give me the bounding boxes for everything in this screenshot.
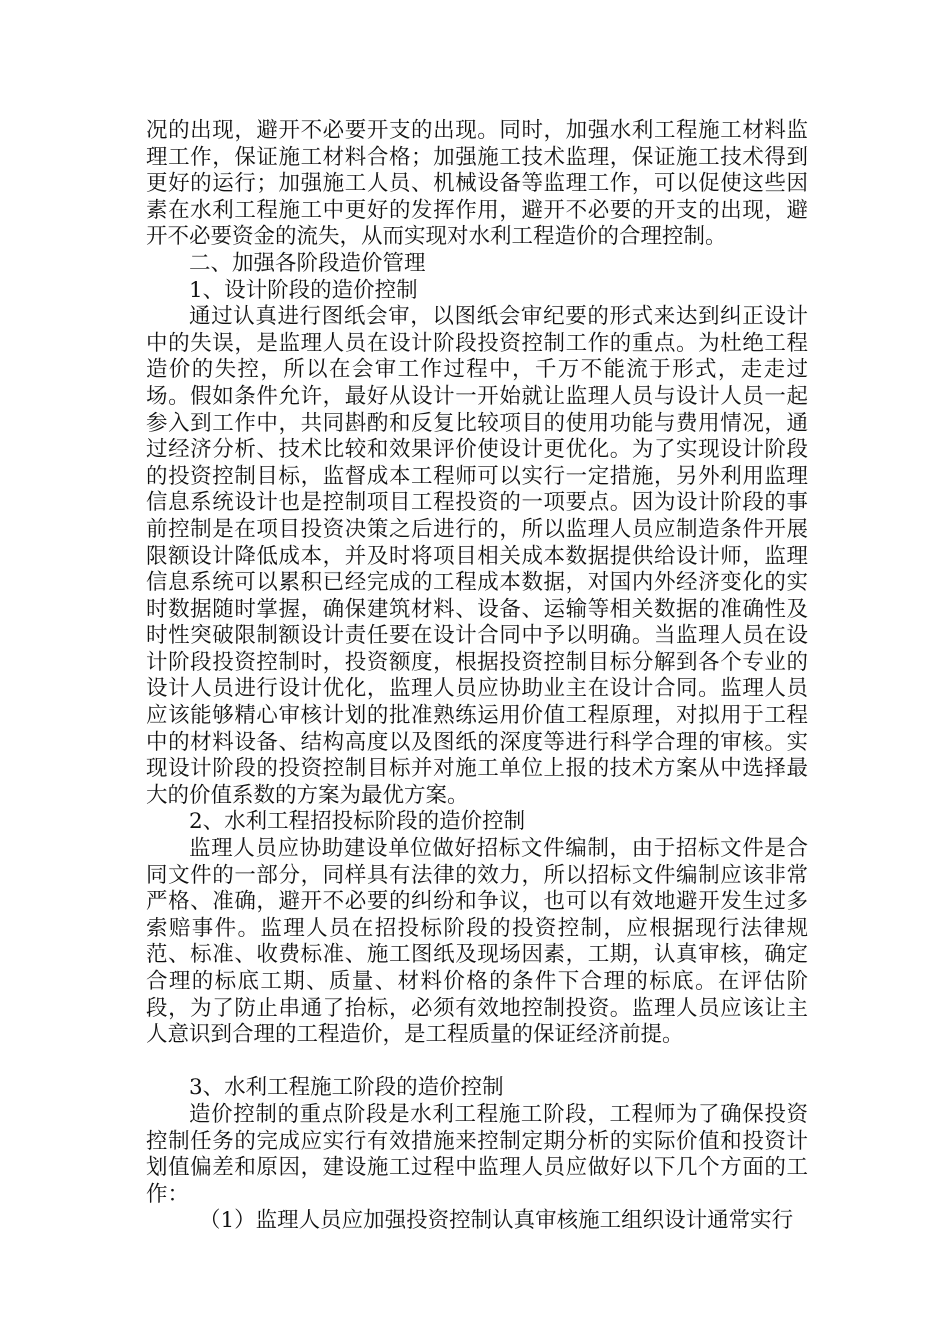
list-item-1: （1）监理人员应加强投资控制认真审核施工组织设计通常实行 [199, 1208, 794, 1234]
paragraph-bidding-stage: 监理人员应协助建设单位做好招标文件编制，由于招标文件是合同文件的一部分，同样具有法律的效力，所以招标文件编制应该非常严格、准确，避开不必要的纠纷和争议，也可以有效地避开发生过多索赔事件。监理人员在招投标阶段的投资控制，应根据现行法律规范、标准、收费标准、施工图纸及现场因素，工期，认真审核，确定合理的标底工期、质量、材料价格的条件下合理的标底。在评估阶段，为了防止串通了抬标，必须有效地控制投资。监理人员应该让主人意识到合理的工程造价，是工程质量的保证经济前提。 [146, 836, 808, 1048]
subsection-heading-construction-stage: 3、水利工程施工阶段的造价控制 [189, 1075, 504, 1101]
paragraph-intro-continuation: 况的出现，避开不必要开支的出现。同时，加强水利工程施工材料监理工作，保证施工材料合格；加强施工技术监理，保证施工技术得到更好的运行；加强施工人员、机械设备等监理工作，可以促使这些因素在水利工程施工中更好的发挥作用，避开不必要的开支的出现，避开不必要资金的流失，从而实现对水利工程造价的合理控制。 [146, 118, 808, 250]
subsection-heading-design-stage: 1、设计阶段的造价控制 [189, 277, 418, 303]
paragraph-design-stage: 通过认真进行图纸会审，以图纸会审纪要的形式来达到纠正设计中的失误，是监理人员在设计阶段投资控制工作的重点。为杜绝工程造价的失控，所以在会审工作过程中，千万不能流于形式，走走过场。假如条件允许，最好从设计一开始就让监理人员与设计人员一起参入到工作中，共同斟酌和反复比较项目的使用功能与费用情况，通过经济分析、技术比较和效果评价使设计更优化。为了实现设计阶段的投资控制目标，监督成本工程师可以实行一定措施，另外利用监理信息系统设计也是控制项目工程投资的一项要点。因为设计阶段的事前控制是在项目投资决策之后进行的，所以监理人员应制造条件开展限额设计降低成本，并及时将项目相关成本数据提供给设计师，监理信息系统可以累积已经完成的工程成本数据，对国内外经济变化的实时数据随时掌握，确保建筑材料、设备、运输等相关数据的准确性及时性突破限制额设计责任要在设计合同中予以明确。当监理人员在设计阶段投资控制时，投资额度，根据投资控制目标分解到各个专业的设计人员进行设计优化，监理人员应协助业主在设计合同。监理人员应该能够精心审核计划的批准熟练运用价值工程原理，对拟用于工程中的材料设备、结构高度以及图纸的深度等进行科学合理的审核。实现设计阶段的投资控制目标并对施工单位上报的技术方案从中选择最大的价值系数的方案为最优方案。 [146, 304, 808, 808]
paragraph-construction-stage: 造价控制的重点阶段是水利工程施工阶段，工程师为了确保投资控制任务的完成应实行有效措施来控制定期分析的实际价值和投资计划值偏差和原因，建设施工过程中监理人员应做好以下几个方面的工作： [146, 1101, 808, 1207]
blank-line [146, 1049, 808, 1076]
section-heading-2: 二、加强各阶段造价管理 [189, 250, 426, 276]
document-page [146, 118, 808, 1235]
subsection-heading-bidding-stage: 2、水利工程招投标阶段的造价控制 [189, 809, 526, 835]
